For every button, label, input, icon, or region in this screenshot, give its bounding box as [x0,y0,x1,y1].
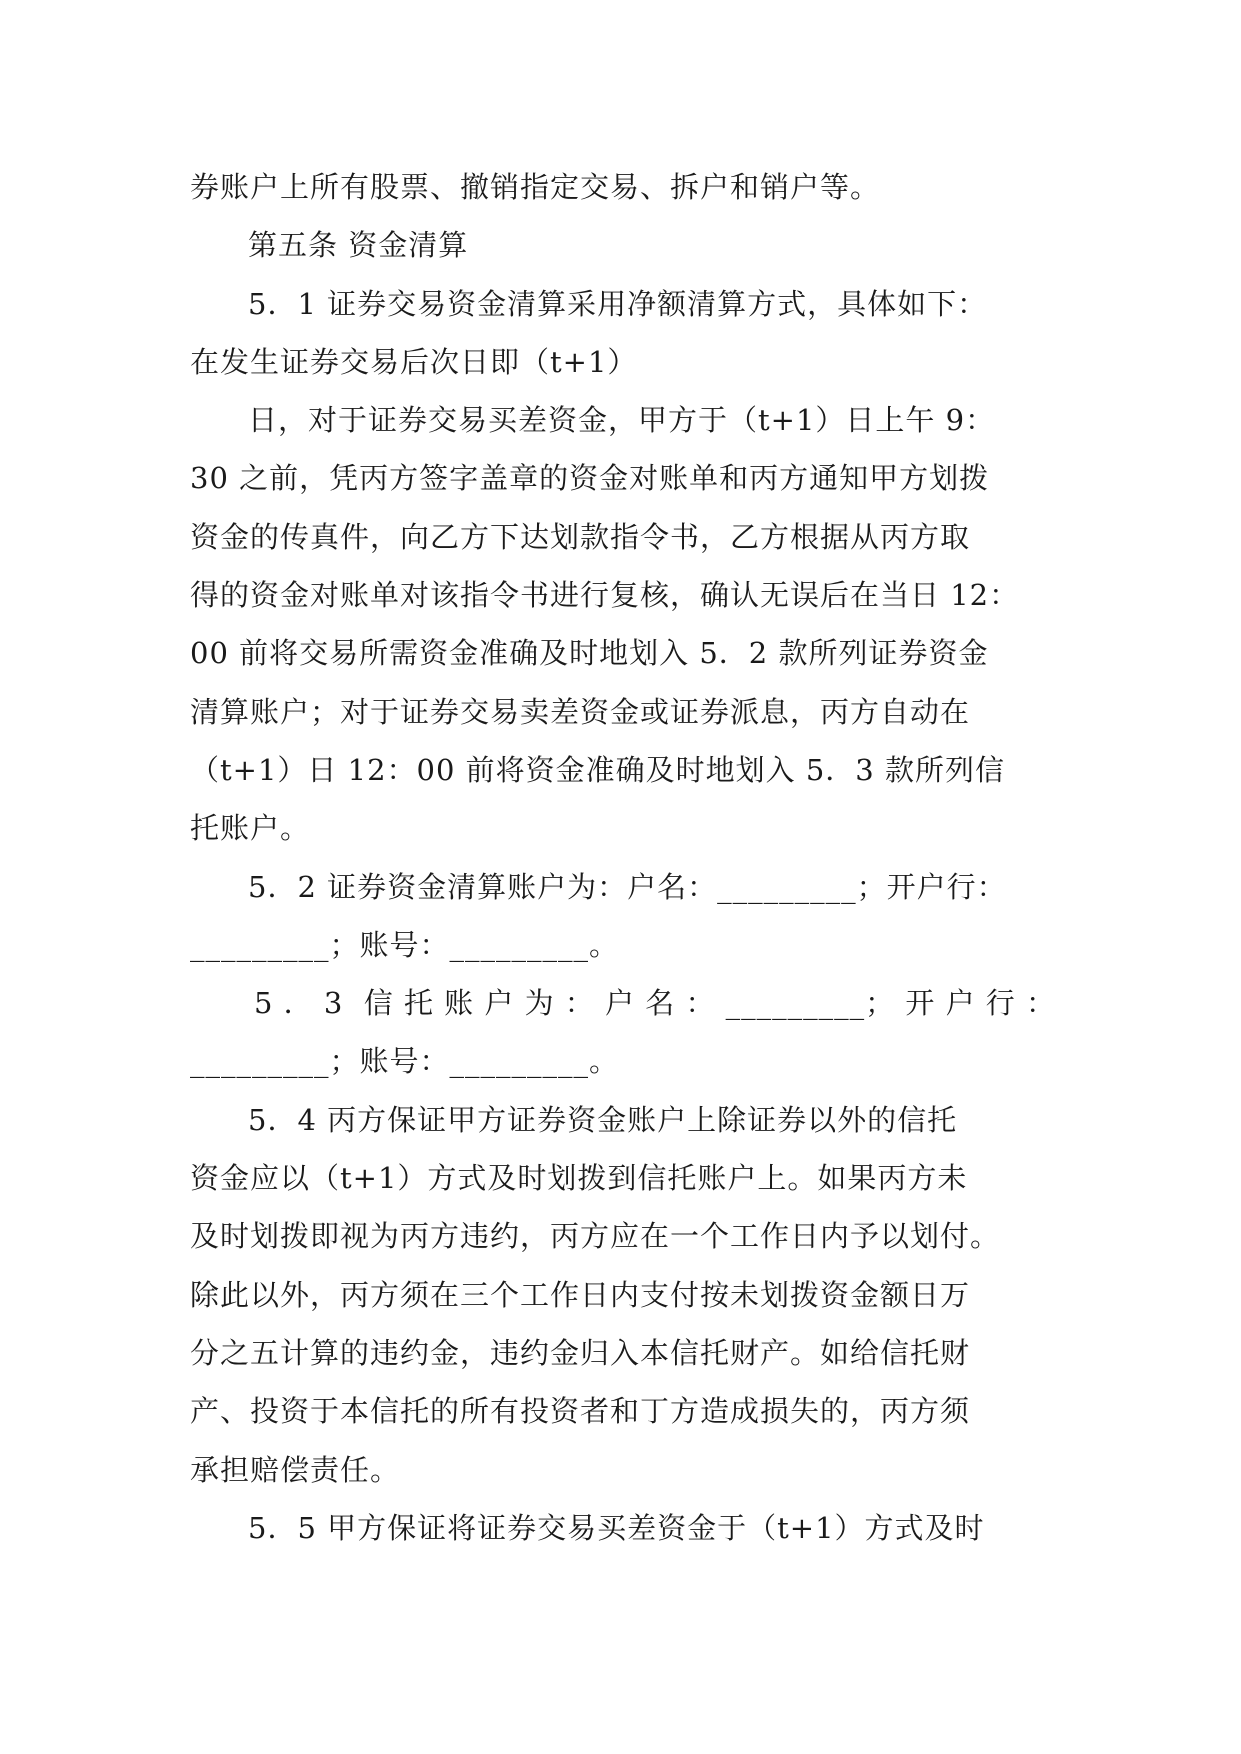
text-line: （t+1）日 12：00 前将资金准确及时地划入 5．3 款所列信 [190,752,1005,787]
article-heading: 第五条 资金清算 [248,228,469,263]
text-line: 分之五计算的违约金，违约金归入本信托财产。如给信托财 [190,1335,971,1370]
text-line: 券账户上所有股票、撤销指定交易、拆户和销户等。 [190,170,881,204]
text-line: 资金应以（t+1）方式及时划拨到信托账户上。如果丙方未 [190,1161,968,1196]
text-line: 日，对于证券交易买差资金，甲方于（t+1）日上午 9： [248,403,996,438]
clause-5-2: 5．2 证券资金清算账户为：户名：_________；开户行： [248,869,1007,904]
text-line: 清算账户；对于证券交易卖差资金或证券派息，丙方自动在 [190,694,971,729]
text-line: _________；账号：_________。 [190,927,620,962]
text-line: 及时划拨即视为丙方违约，丙方应在一个工作日内予以划付。 [190,1219,1001,1254]
text-line: 托账户。 [190,811,311,846]
text-line: 除此以外，丙方须在三个工作日内支付按未划拨资金额日万 [190,1277,971,1312]
text-line: 资金的传真件，向乙方下达划款指令书，乙方根据从丙方取 [190,519,971,554]
text-line: 在发生证券交易后次日即（t+1） [190,344,638,379]
text-line: _________；账号：_________。 [190,1044,620,1079]
clause-5-3: 5．3 信托账户为：户名：_________；开户行： [254,986,1056,1021]
clause-5-4: 5．4 丙方保证甲方证券资金账户上除证券以外的信托 [248,1102,958,1137]
clause-5-5: 5．5 甲方保证将证券交易买差资金于（t+1）方式及时 [248,1510,985,1545]
text-line: 30 之前，凭丙方签字盖章的资金对账单和丙方通知甲方划拨 [190,461,990,496]
text-line: 00 前将交易所需资金准确及时地划入 5．2 款所列证券资金 [190,636,989,671]
text-line: 承担赔偿责任。 [190,1452,401,1487]
document-body [190,158,1056,1557]
text-line: 得的资金对账单对该指令书进行复核，确认无误后在当日 12： [190,578,1020,613]
text-line: 产、投资于本信托的所有投资者和丁方造成损失的，丙方须 [190,1394,971,1429]
clause-5-1: 5．1 证券交易资金清算采用净额清算方式，具体如下： [248,286,988,321]
